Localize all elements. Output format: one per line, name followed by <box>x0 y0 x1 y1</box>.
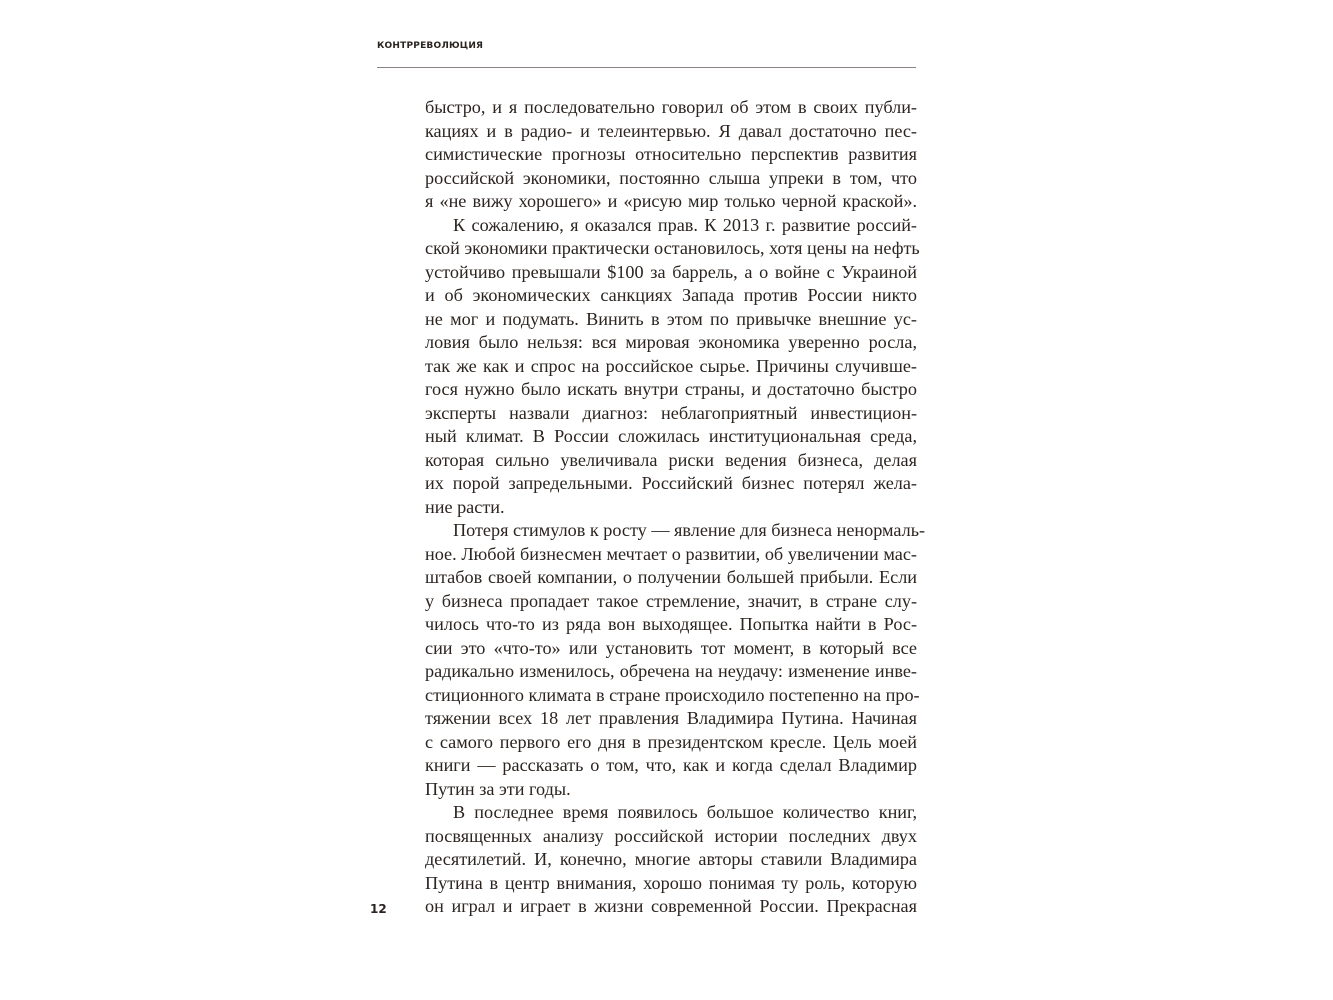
text-line: Потеря стимулов к росту — явление для бизнеса ненормаль- <box>453 520 926 540</box>
text-line: ние расти. <box>425 496 505 517</box>
text-line: В последнее время появилось большое количество книг, <box>453 802 917 822</box>
text-line: так же как и спрос на российское сырье. Причины случивше- <box>425 355 917 376</box>
text-line: К сожалению, я оказался прав. К 2013 г. развитие россий- <box>453 214 917 235</box>
text-line: гося нужно было искать внутри страны, и достаточно быстро <box>425 379 917 399</box>
text-line: ловия было нельзя: вся мировая экономика уверенно росла, <box>425 332 917 352</box>
text-line: радикально изменилось, обречена на неудачу: изменение инве- <box>425 661 917 681</box>
header-divider <box>377 67 916 68</box>
text-line: и об экономических санкциях Запада против России никто <box>425 285 917 305</box>
text-line: ской экономики практически остановилось, хотя цены на нефть <box>425 238 920 258</box>
text-line: не мог и подумать. Винить в этом по привычке внешние ус- <box>425 308 917 329</box>
text-line: эксперты назвали диагноз: неблагоприятный инвестицион- <box>425 402 917 423</box>
text-line: российской экономики, постоянно слыша упреки в том, что <box>425 167 917 188</box>
text-line: их порой запредельными. Российский бизнес потерял жела- <box>425 473 917 493</box>
text-line: я «не вижу хорошего» и «рисую мир только черной краской». <box>425 191 917 211</box>
text-line: тяжении всех 18 лет правления Владимира Путина. Начиная <box>425 708 917 728</box>
text-line: посвященных анализу российской истории последних двух <box>425 825 917 846</box>
text-line: ный климат. В России сложилась институциональная среда, <box>425 426 917 446</box>
text-line: Путин за эти годы. <box>425 778 571 799</box>
text-line: штабов своей компании, о получении большей прибыли. Если <box>425 567 917 587</box>
text-line: быстро, и я последовательно говорил об этом в своих публи- <box>425 97 917 117</box>
text-line: книги — рассказать о том, что, как и когда сделал Владимир <box>425 755 917 775</box>
text-line: устойчиво превышали $100 за баррель, а о войне с Украиной <box>425 261 917 282</box>
text-line: сии это «что-то» или установить тот момент, в который все <box>425 637 917 658</box>
text-line: симистические прогнозы относительно перспектив развития <box>425 144 917 164</box>
page-number: 12 <box>370 902 387 916</box>
text-line: с самого первого его дня в президентском кресле. Цель моей <box>425 731 917 752</box>
text-line: чилось что-то из ряда вон выходящее. Попытка найти в Рос- <box>425 614 917 634</box>
text-line: которая сильно увеличивала риски ведения бизнеса, делая <box>425 449 917 470</box>
text-line: десятилетий. И, конечно, многие авторы ставили Владимира <box>425 849 917 869</box>
running-header: КОНТРРЕВОЛЮЦИЯ <box>377 41 484 51</box>
text-line: ное. Любой бизнесмен мечтает о развитии, об увеличении мас- <box>425 543 917 564</box>
text-line: у бизнеса пропадает такое стремление, значит, в стране слу- <box>425 590 917 611</box>
text-line: кациях и в радио- и телеинтервью. Я давал достаточно пес- <box>425 120 917 141</box>
text-line: он играл и играет в жизни современной России. Прекрасная <box>425 896 917 916</box>
text-line: стиционного климата в стране происходило постепенно на про- <box>425 684 920 705</box>
body-text <box>425 96 926 919</box>
text-line: Путина в центр внимания, хорошо понимая ту роль, которую <box>425 872 917 893</box>
